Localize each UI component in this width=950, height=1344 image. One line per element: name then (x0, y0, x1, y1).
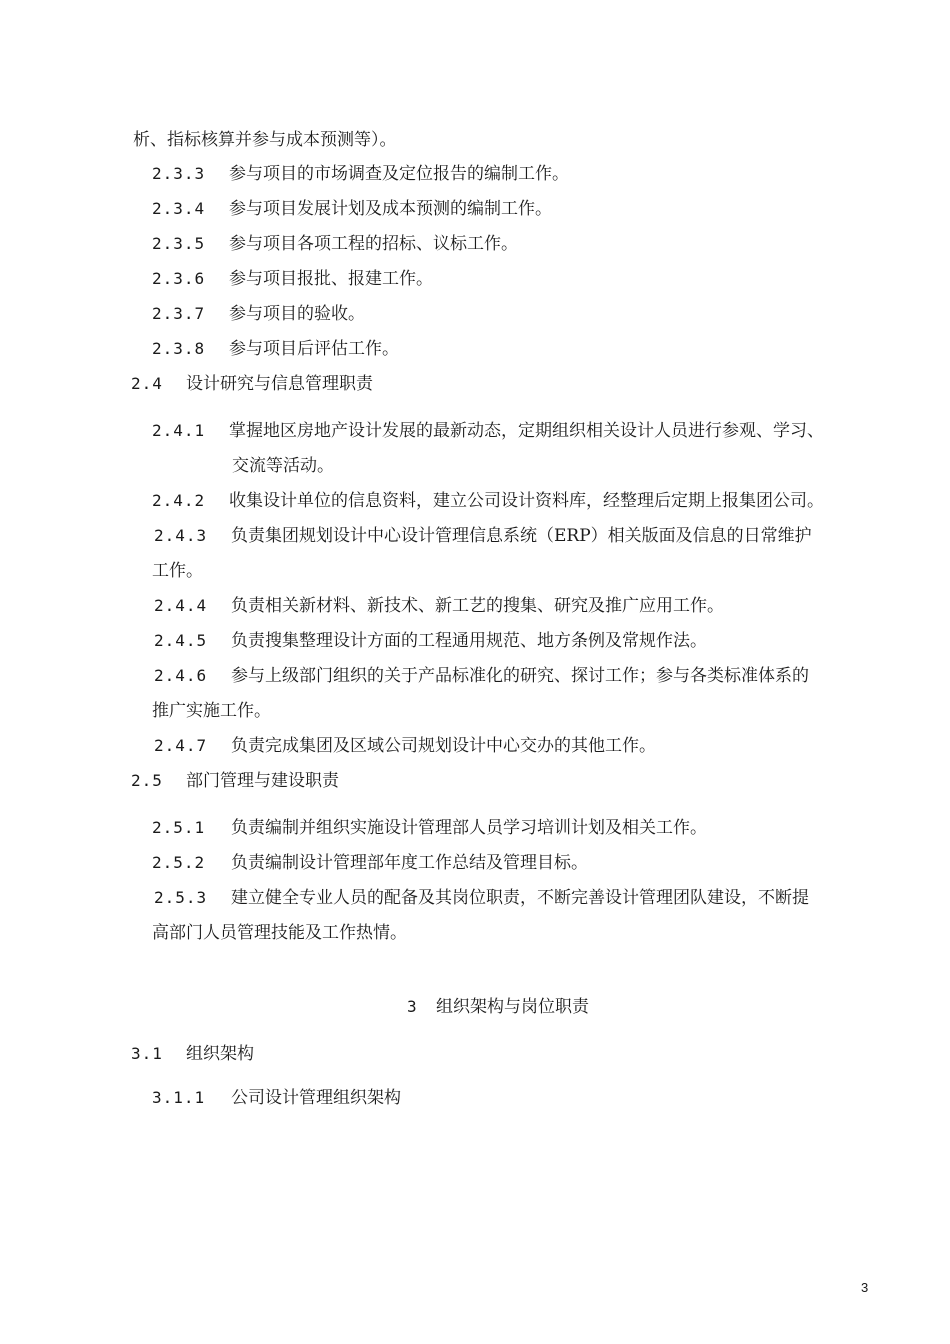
item-number: 2.5.1 (152, 818, 206, 837)
section-number: 2.4 (131, 374, 163, 393)
item-number: 2.3.4 (152, 199, 206, 218)
page-number: 3 (861, 1280, 869, 1295)
item-text: 负责编制设计管理部年度工作总结及管理目标。 (231, 853, 588, 873)
item-number: 2.4.5 (154, 631, 208, 650)
section-heading: 部门管理与建设职责 (186, 771, 339, 791)
item-text: 负责相关新材料、新技术、新工艺的搜集、研究及推广应用工作。 (231, 596, 724, 616)
item-text: 收集设计单位的信息资料，建立公司设计资料库，经整理后定期上报集团公司。 (229, 491, 824, 511)
item-number: 2.4.4 (154, 596, 208, 615)
item-text: 负责编制并组织实施设计管理部人员学习培训计划及相关工作。 (231, 818, 707, 838)
continuation-text: 析、指标核算并参与成本预测等）。 (133, 130, 397, 150)
item-number: 2.3.5 (152, 234, 206, 253)
item-number: 2.3.8 (152, 339, 206, 358)
item-text: 负责完成集团及区域公司规划设计中心交办的其他工作。 (231, 736, 656, 756)
section-heading: 设计研究与信息管理职责 (186, 374, 373, 394)
item-number: 2.5.3 (154, 888, 208, 907)
item-text: 参与项目的市场调查及定位报告的编制工作。 (229, 164, 569, 184)
section-number: 3.1 (131, 1044, 163, 1063)
item-number: 2.4.2 (152, 491, 206, 510)
item-number: 2.3.7 (152, 304, 206, 323)
item-text: 掌握地区房地产设计发展的最新动态，定期组织相关设计人员进行参观、学习、 (229, 421, 824, 441)
item-text: 公司设计管理组织架构 (231, 1088, 401, 1108)
item-text: 参与项目各项工程的招标、议标工作。 (229, 234, 518, 254)
item-number: 2.4.1 (152, 421, 206, 440)
item-text: 参与项目的验收。 (229, 304, 365, 324)
item-text: 建立健全专业人员的配备及其岗位职责，不断完善设计管理团队建设，不断提 (231, 888, 809, 908)
chapter-number: 3 (407, 997, 418, 1016)
item-number: 2.4.6 (154, 666, 208, 685)
item-text-continuation: 工作。 (152, 561, 203, 581)
item-text-continuation: 高部门人员管理技能及工作热情。 (152, 923, 407, 943)
item-number: 2.5.2 (152, 853, 206, 872)
item-text: 负责集团规划设计中心设计管理信息系统（ERP）相关版面及信息的日常维护 (231, 526, 812, 546)
item-number: 2.3.3 (152, 164, 206, 183)
item-text-continuation: 交流等活动。 (232, 456, 334, 476)
item-text: 参与项目后评估工作。 (229, 339, 399, 359)
item-number: 2.3.6 (152, 269, 206, 288)
item-number: 2.4.3 (154, 526, 208, 545)
item-text: 参与上级部门组织的关于产品标准化的研究、探讨工作；参与各类标准体系的 (231, 666, 809, 686)
section-number: 2.5 (131, 771, 163, 790)
item-text: 参与项目报批、报建工作。 (229, 269, 433, 289)
section-heading: 组织架构 (186, 1044, 254, 1064)
chapter-heading: 组织架构与岗位职责 (436, 997, 589, 1017)
item-text-continuation: 推广实施工作。 (152, 701, 271, 721)
item-text: 负责搜集整理设计方面的工程通用规范、地方条例及常规作法。 (231, 631, 707, 651)
item-number: 3.1.1 (152, 1088, 206, 1107)
item-number: 2.4.7 (154, 736, 208, 755)
item-text: 参与项目发展计划及成本预测的编制工作。 (229, 199, 552, 219)
